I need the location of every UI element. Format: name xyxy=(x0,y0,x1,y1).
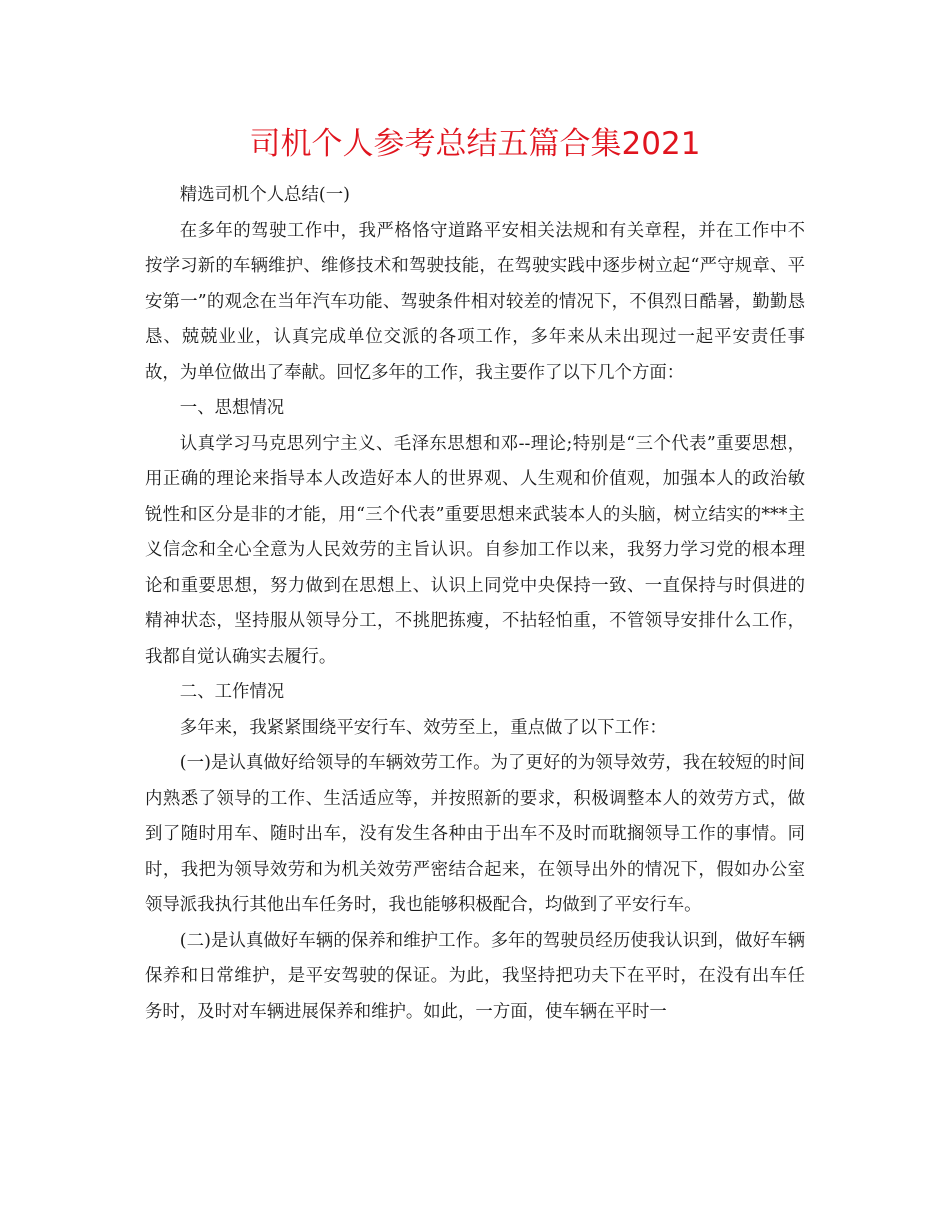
body-paragraph: 多年来，我紧紧围绕平安行车、效劳至上，重点做了以下工作： xyxy=(179,717,667,738)
body-paragraph: 认真学习马克思列宁主义、毛泽东思想和邓--理论;特别是“三个代表”重要思想，用正确的理论来指导本人改造好本人的世界观、人生观和价值观，加强本人的政治敏锐性和区分是非的才能，用“三个代表”重要思想来武装本人的头脑，树立结实的***主义信念和全心全意为人民效劳的主旨认识。自参加工作以来，我努力学习党的根本理论和重要思想，努力做到在思想上、认识上同党中央保持一致、一直保持与时俱进的精神状态，坚持服从领导分工，不挑肥拣瘦，不拈轻怕重，不管领导安排什么工作，我都自觉认确实去履行。 xyxy=(145,433,805,667)
section-heading: 一、思想情况 xyxy=(179,398,285,418)
body-paragraph: 在多年的驾驶工作中，我严格恪守道路平安相关法规和有关章程，并在工作中不按学习新的车辆维护、维修技术和驾驶技能，在驾驶实践中逐步树立起“严守规章、平安第一”的观念在当年汽车功能、驾驶条件相对较差的情况下，不俱烈日酷暑，勤勤恳恳、兢兢业业，认真完成单位交派的各项工作，多年来从未出现过一起平安责任事故，为单位做出了奉献。回忆多年的工作，我主要作了以下几个方面： xyxy=(145,220,805,383)
document-title: 司机个人参考总结五篇合集2021 xyxy=(249,126,701,162)
section-heading: 二、工作情况 xyxy=(179,682,285,702)
body-paragraph: (二)是认真做好车辆的保养和维护工作。多年的驾驶员经历使我认识到，做好车辆保养和日常维护，是平安驾驶的保证。为此，我坚持把功夫下在平时，在没有出车任务时，及时对车辆进展保养和维护。如此，一方面，使车辆在平时一 xyxy=(145,930,805,1022)
section-subtitle: 精选司机个人总结(一) xyxy=(179,185,350,205)
body-paragraph: (一)是认真做好给领导的车辆效劳工作。为了更好的为领导效劳，我在较短的时间内熟悉了领导的工作、生活适应等，并按照新的要求，积极调整本人的效劳方式，做到了随时用车、随时出车，没有发生各种由于出车不及时而耽搁领导工作的事情。同时，我把为领导效劳和为机关效劳严密结合起来，在领导出外的情况下，假如办公室领导派我执行其他出车任务时，我也能够积极配合，均做到了平安行车。 xyxy=(145,753,805,915)
